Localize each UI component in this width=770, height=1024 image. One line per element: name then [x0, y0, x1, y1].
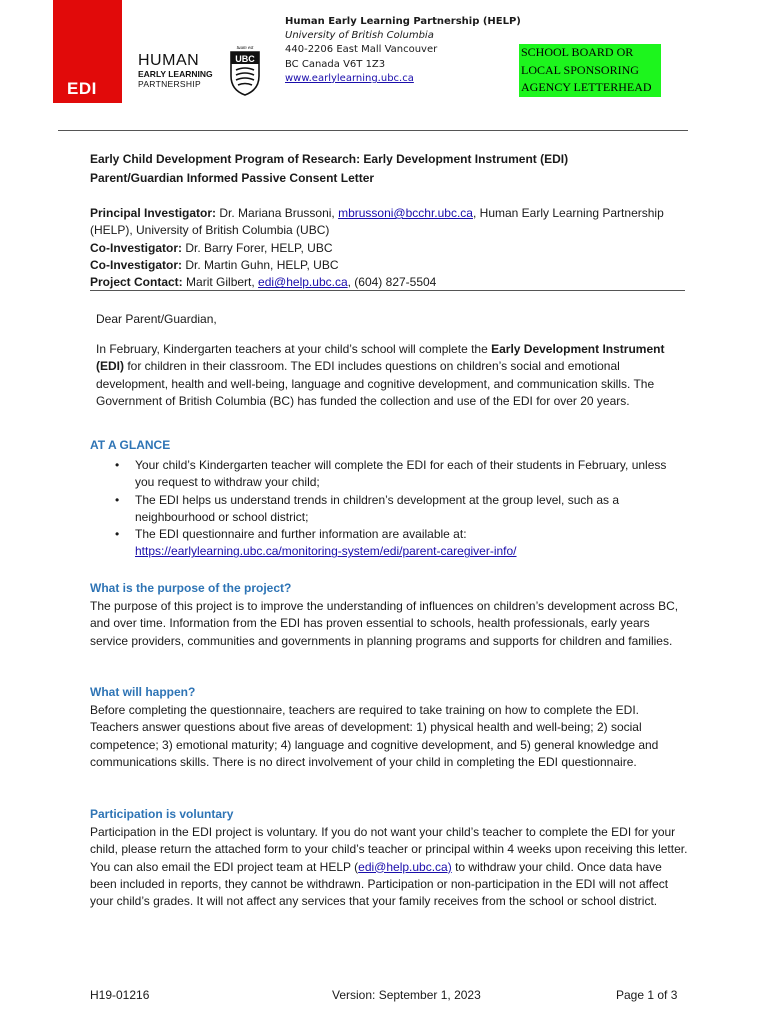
pi-affiliation: , Human Early Learning Partnership (HELP), University of British Columbia (UBC): [90, 206, 664, 238]
address-org: Human Early Learning Partnership (HELP): [285, 16, 521, 27]
intro-bold: Early Development Instrument (EDI): [96, 342, 665, 374]
co-investigator-1: [90, 240, 690, 257]
co2-label: Co-Investigator:: [90, 257, 183, 272]
contact-label: Project Contact:: [90, 275, 183, 290]
edi-logo-text: EDI: [67, 79, 97, 98]
purpose-heading: What is the purpose of the project?: [90, 581, 292, 595]
parent-info-link[interactable]: https://earlylearning.ubc.ca/monitoring-system/edi/parent-caregiver-info/: [135, 544, 517, 559]
contact-phone: , (604) 827-5504: [347, 275, 437, 290]
help-logo-line3: PARTNERSHIP: [138, 79, 201, 89]
title-line2: Parent/Guardian Informed Passive Consent Letter: [90, 171, 375, 185]
voluntary-text-a: Participation in the EDI project is voluntary. If you do not want your child’s teacher to complete the EDI for your child, please return the attached form to your child’s teacher or principal within 4 weeks upon receiving this letter. You can also email the EDI project team at HELP (: [90, 825, 688, 874]
document-title: [90, 150, 568, 188]
bullet-text: The EDI questionnaire and further information are available at:: [135, 527, 467, 542]
letterhead-line: SCHOOL BOARD OR: [521, 45, 634, 59]
ubc-motto: tuum est: [236, 46, 254, 51]
participation-voluntary-heading: Participation is voluntary: [90, 807, 234, 821]
co1-label: Co-Investigator:: [90, 240, 183, 255]
edi-email-link[interactable]: edi@help.ubc.ca): [358, 859, 452, 874]
footer-code: H19-01216: [90, 988, 150, 1002]
list-item: [115, 526, 675, 561]
contact-name: Marit Gilbert,: [182, 275, 259, 290]
header-divider: [58, 130, 688, 131]
footer-page-number: Page 1 of 3: [616, 988, 678, 1002]
letterhead-placeholder: [519, 44, 661, 97]
purpose-paragraph: The purpose of this project is to improve the understanding of influences on children’s development across BC, and over time. Information from the EDI has proven essential to schools, health professionals, early years service providers, communities and governments in planning programs and supports for children and families.: [90, 599, 679, 648]
help-website-link[interactable]: www.earlylearning.ubc.ca: [285, 72, 414, 84]
at-a-glance-list: [115, 457, 675, 561]
help-logo-line1: HUMAN: [138, 52, 200, 69]
investigators-block: [90, 205, 690, 291]
co2-value: Dr. Martin Guhn, HELP, UBC: [182, 257, 339, 272]
ubc-crest-icon: [228, 44, 262, 96]
bullet-text: The EDI helps us understand trends in children’s development at the group level, such as a neighbourhood or school district;: [135, 492, 620, 524]
principal-investigator: [90, 205, 690, 240]
co-investigator-2: [90, 257, 690, 274]
salutation: Dear Parent/Guardian,: [96, 312, 217, 326]
address-city: BC Canada V6T 1Z3: [285, 58, 386, 70]
bullet-icon: •: [115, 458, 120, 472]
intro-text-a: In February, Kindergarten teachers at your child’s school will complete the: [96, 342, 492, 356]
what-will-happen-paragraph: Before completing the questionnaire, teachers are required to take training on how to complete the EDI. Teachers answer questions about five areas of development: 1) physical health and well-being; 2) social competence; 3) emotional maturity; 4) language and cognitive development, and 5) general knowledge and communications skills. There is no direct involvement of your child in completing the EDI questionnaire.: [90, 703, 659, 769]
bullet-text: Your child’s Kindergarten teacher will complete the EDI for each of their students in February, unless you request to withdraw your child;: [135, 458, 667, 490]
pi-label: Principal Investigator:: [90, 206, 217, 220]
co1-value: Dr. Barry Forer, HELP, UBC: [182, 240, 333, 255]
investigators-divider: [90, 290, 685, 291]
at-a-glance-heading: AT A GLANCE: [90, 438, 171, 452]
participation-voluntary-paragraph: [90, 824, 688, 910]
help-address-block: [285, 15, 521, 86]
list-item: [115, 492, 675, 527]
letterhead-line: AGENCY LETTERHEAD: [521, 80, 652, 94]
intro-paragraph: [96, 341, 676, 410]
pi-name: Dr. Mariana Brussoni,: [216, 206, 339, 220]
list-item: [115, 457, 675, 492]
help-logo-line2: EARLY LEARNING: [138, 69, 213, 79]
bullet-icon: •: [115, 527, 120, 542]
letterhead-line: LOCAL SPONSORING: [521, 62, 639, 77]
footer-version: Version: September 1, 2023: [332, 988, 481, 1002]
ubc-crest-logo: [228, 44, 262, 96]
intro-text-b: for children in their classroom. The EDI includes questions on children’s social and emotional development, health and well-being, language and cognitive development, and communication skills. The Government of British Columbia (BC) has funded the collection and use of the EDI for over 20 years.: [96, 359, 655, 408]
bullet-icon: •: [115, 492, 120, 507]
help-logo: [138, 53, 218, 95]
address-university: University of British Columbia: [285, 30, 434, 42]
project-contact: [90, 274, 690, 291]
pi-email-link[interactable]: mbrussoni@bcchr.ubc.ca: [338, 206, 473, 220]
edi-logo: [53, 0, 122, 103]
address-street: 440-2206 East Mall Vancouver: [285, 44, 438, 56]
ubc-logo-text: UBC: [235, 54, 255, 64]
voluntary-text-b: to withdraw your child. Once data have been included in reports, they cannot be withdrawn. Participation or non-participation in the EDI will not affect your child’s grades. It will not affect any services that your family receives from the school or school district.: [90, 859, 669, 909]
what-will-happen-heading: What will happen?: [90, 685, 196, 699]
contact-email-link[interactable]: edi@help.ubc.ca: [258, 275, 348, 290]
title-line1: Early Child Development Program of Research: Early Development Instrument (EDI): [90, 152, 569, 166]
